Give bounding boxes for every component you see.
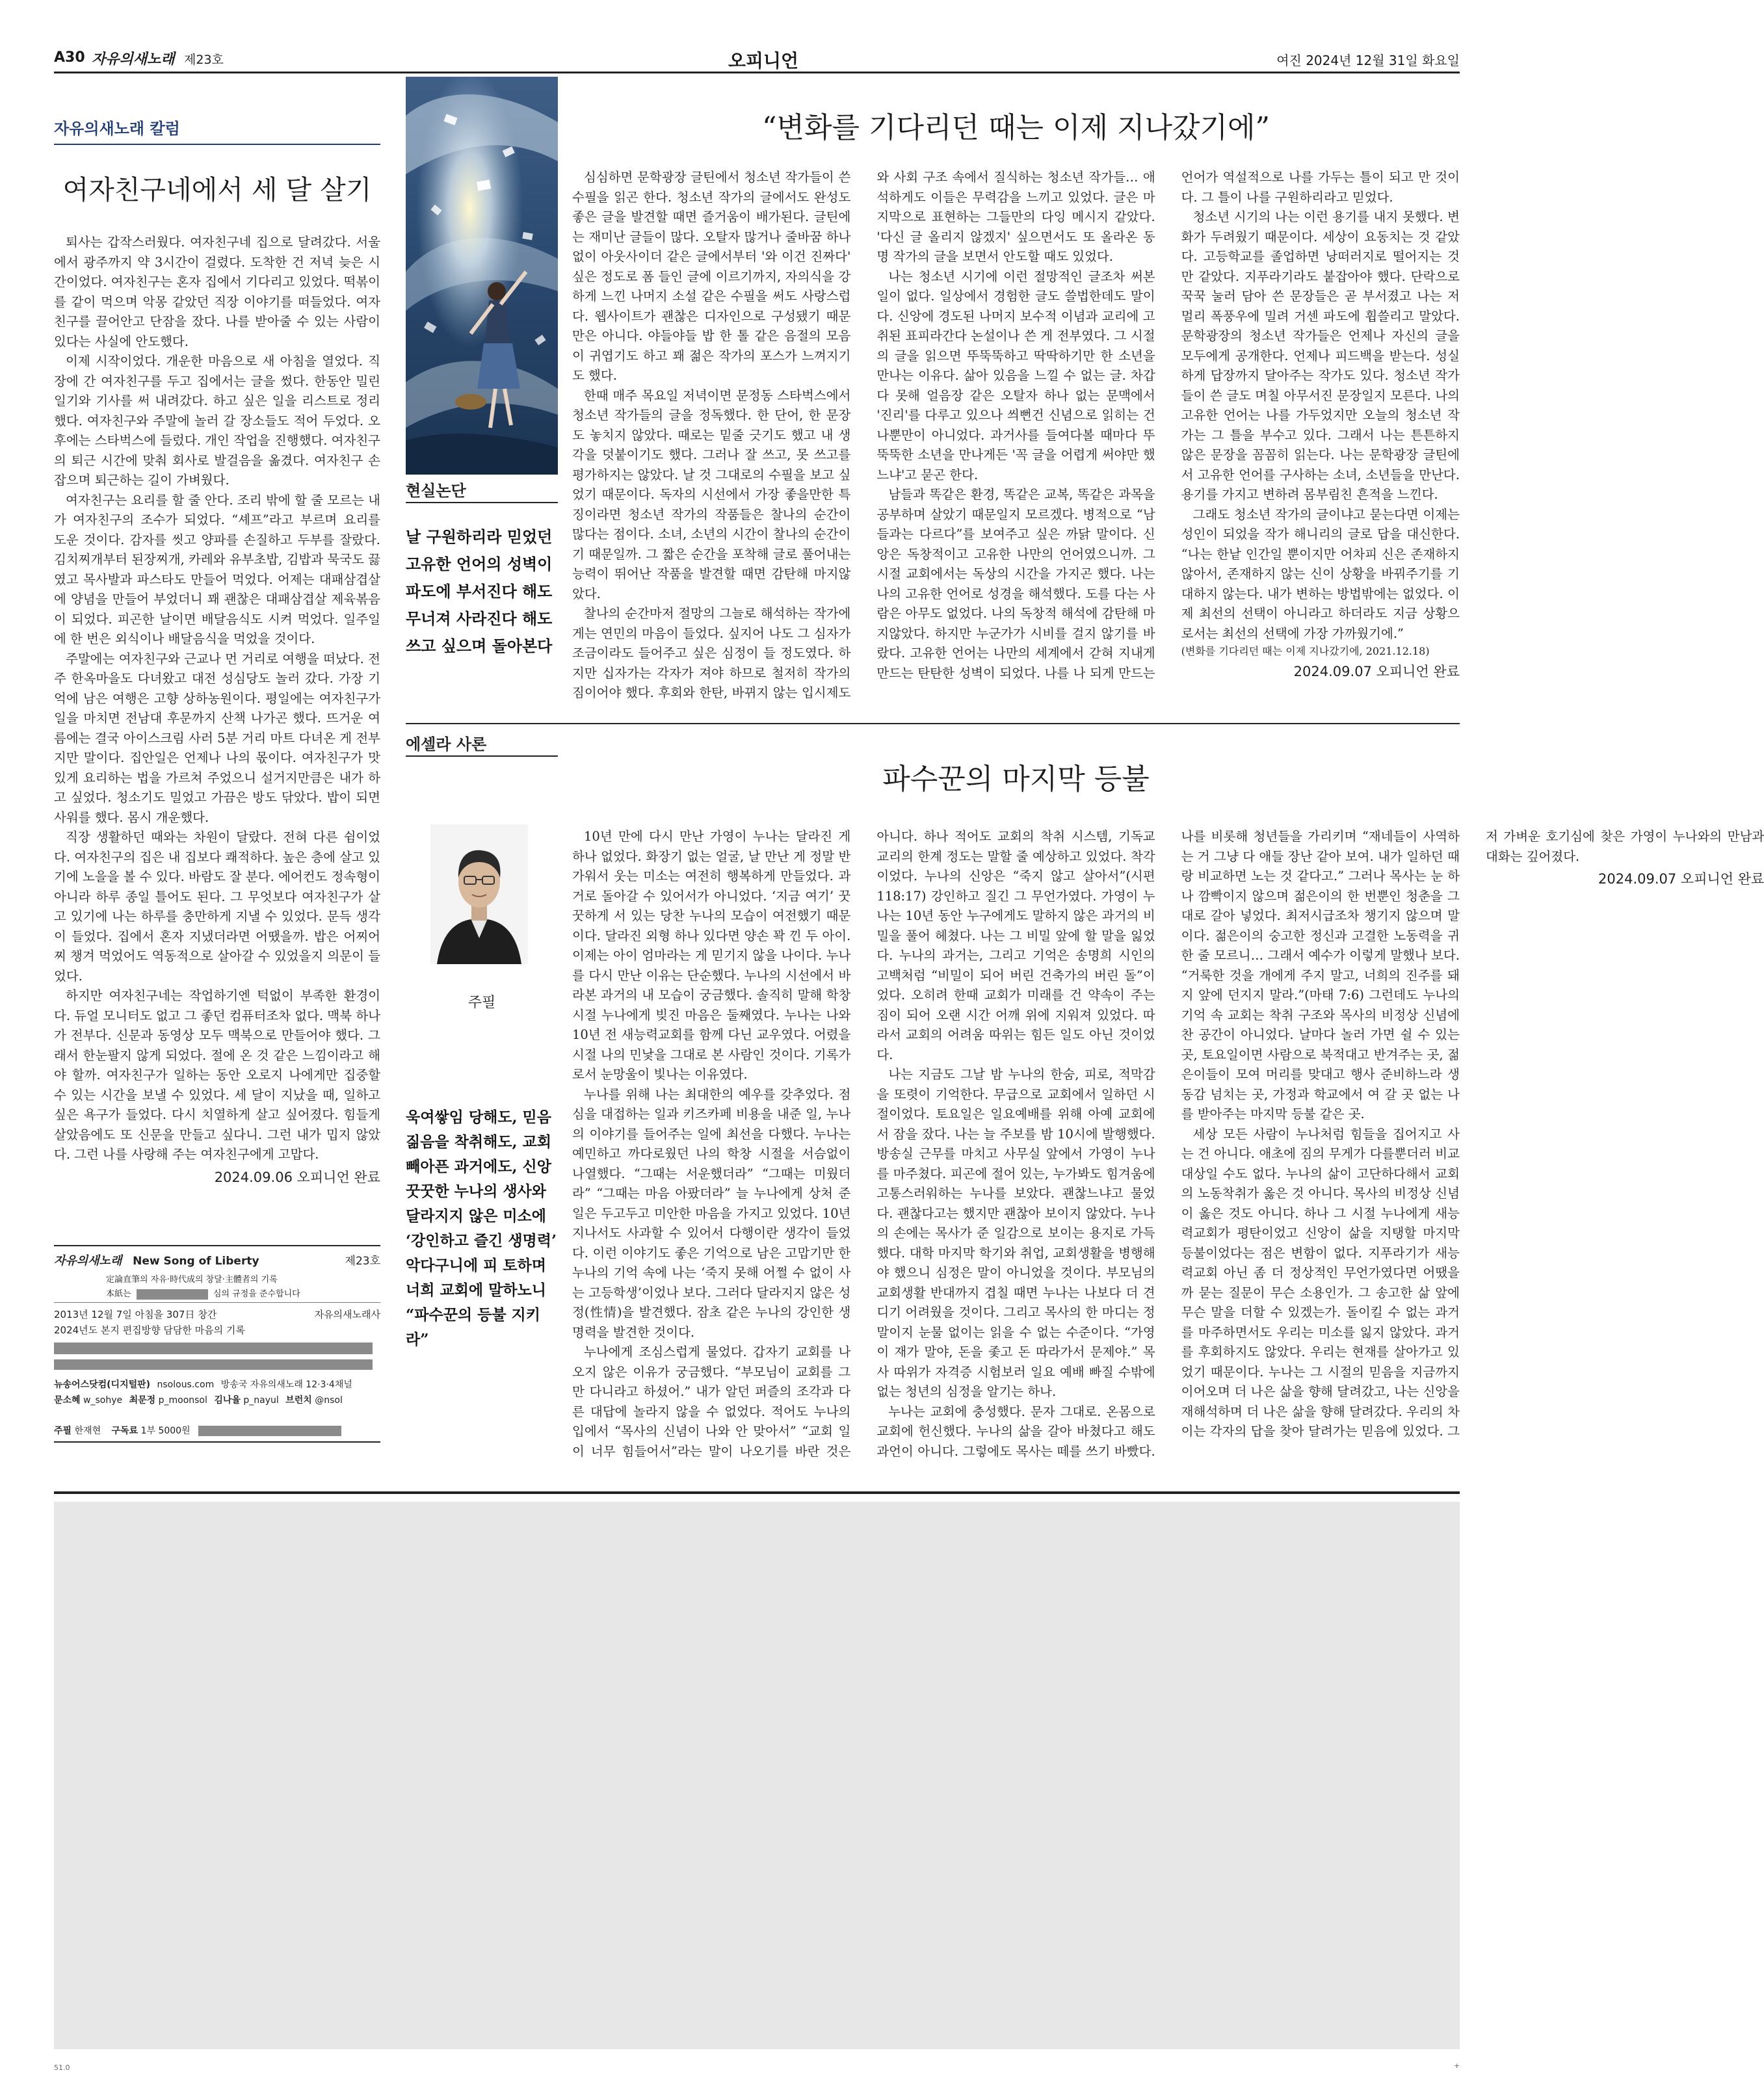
price-value: 1부 5000원 bbox=[140, 1426, 191, 1436]
paragraph: 하지만 여자친구네는 작업하기엔 턱없이 부족한 환경이다. 듀얼 모니터도 없고 그 좋던 컴퓨터조차 없다. 맥북 하나가 전부다. 신문과 동영상 모두 맥북으로 만들어야 했다. 그래서 한눈팔지 않게 되었다. 절에 온 것 같은 느낌이라고 해야 할까. 여자친구가 일하는 동안 오로지 나에게만 집중할 수 있는 시간을 보낼 수 있었다. 세 달이 지났을 때, 일하고 싶은 욕구가 들었다. 다시 치열하게 살고 싶어졌다. 힘들게 살았음에도 또 신문을 만들고 싶다니. 그런 내가 밉지 않았다. 그런 나를 사랑해 주는 여자친구에게 고맙다. bbox=[54, 988, 380, 1162]
masthead-motto-suffix: 심의 규정을 준수합니다 bbox=[213, 1289, 300, 1299]
staff-label: 브런치 bbox=[285, 1395, 312, 1406]
paragraph: 그래도 청소년 작가의 글이냐고 묻는다면 이제는 성인이 되었을 작가 해니리의 글로 답을 대신한다. “나는 한낱 인간일 뿐이지만 어차피 신은 존재하지 않아서, 존재하지 않는 신이 상황을 바꿔주기를 기대하지 않는다. 내가 변하는 방법밖에는 없었다. 이제 최선의 선택이 아니라고 하더라도 지금 상황으로서는 최선의 선택에 가장 가까웠기에.” bbox=[1181, 506, 1460, 641]
footer-left-mark: 51.0 bbox=[54, 2063, 70, 2072]
staff-label: 최문정 bbox=[129, 1395, 156, 1406]
masthead-rule-mid bbox=[54, 1302, 380, 1303]
paragraph: 세상 모든 사람이 누나처럼 힘들을 집어지고 사는 건 아니다. 애초에 짐의 무게가 다를뿐더러 비교 대상일 수도 없다. 누나의 삶이 고단하다해서 교회의 노동착취가 옳은 것 아니다. 목사의 비정상 신념이 옳은 것도 아니다. 하나 그 시절 누나에게 새능력교회가 평탄이었고 신앙이 삶을 지탱할 마지막 등불이었다는 점은 변함이 없다. 지푸라기가 새능력교회 아닌 좀 더 정상적인 무언가였다면 어땠을까 묻는 질문이 무슨 소용인가. 그 송고한 삶 앞에 무슨 말을 더할 수 있겠는가. 돌이킬 수 없는 과거를 마주하면서도 우리는 미소를 잃지 않았다. 과거를 후회하지도 않았다. 우리는 현재를 살아가고 있었기 때문이다. 누나는 그 시절의 믿음을 지금까지 이어오며 더 나은 삶을 향해 달려갔고, 나는 신앙을 재해석하며 더 나은 삶을 향해 달려갔다. 우리의 차이는 각자의 답을 찾아 달려가는 믿음에 있었다. 그저 가벼운 호기심에 찾은 가영이 누나와의 만남과 대화는 깊어졌다. bbox=[1181, 829, 1764, 1439]
editor-name: 한재현 bbox=[74, 1426, 101, 1436]
paragraph: 한때 매주 목요일 저녁이면 문정동 스타벅스에서 청소년 작가들의 글을 정독했다. 한 단어, 한 문장도 놓치지 않았다. 때로는 밑줄 긋기도 했고 내 생각을 덧붙이기도 했다. 그러나 잘 쓰고, 못 쓰고를 평가하지는 않았다. 날 것 그대로의 수필을 보고 싶었기 때문이다. 독자의 시선에서 가장 좋을만한 특징이라면 청소년 작가의 작품들은 찰나의 순간이 많다는 점이다. 소녀, 소년의 시간이 찰나의 순간이기 때문일까. 그 짧은 순간을 포착해 글로 풀어내는 능력이 뛰어난 작품을 발견할 때면 감탄해 마지않았다. bbox=[572, 387, 851, 601]
paragraph: 퇴사는 갑작스러웠다. 여자친구네 집으로 달려갔다. 서울에서 광주까지 약 3시간이 걸렸다. 도착한 건 저녁 늦은 시간이었다. 여자친구는 혼자 집에서 기다리고 있었다. 떡볶이를 같이 먹으며 악몽 같았던 직장 이야기를 떠들었다. 여자친구를 끌어안고 단잠을 잤다. 나를 받아줄 수 있는 사람이 있다는 사실에 안도했다. bbox=[54, 235, 380, 349]
redacted-block bbox=[54, 1343, 373, 1354]
masthead-box bbox=[54, 1245, 380, 1404]
paragraph: 주말에는 여자친구와 근교나 먼 거리로 여행을 떠났다. 전주 한옥마을도 다녀왔고 대전 성심당도 놀러 갔다. 가장 기억에 남은 여행은 고향 상하농원이다. 평일에는 여자친구가 일을 마치면 전남대 후문까지 산책 나가곤 했다. 뜨거운 여름에는 결국 아이스크림 사러 5분 거리 마트 다녀온 게 전부지만 말이다. 집안일은 언제나 나의 몫이다. 여자친구가 맛있게 요리하는 법을 가르쳐 주었으니 설거지만큼은 내가 하고 싶었다. 청소기도 밀었고 가끔은 방도 닦았다. 밥이 되면 사워를 했다. 몸시 개운했다. bbox=[54, 651, 380, 825]
issue-date: 여진 2024년 12월 31일 화요일 bbox=[1276, 53, 1460, 68]
column-kicker: 자유의새노래 칼럼 bbox=[54, 120, 180, 138]
essay-kicker-rule bbox=[406, 755, 558, 757]
staff-handle: w_sohye bbox=[83, 1395, 123, 1406]
paragraph: 누나는 교회에 충성했다. 문자 그대로. 온몸으로 교회에 헌신했다. 누나의 삶을 갈아 바쳤다고 해도 과언이 아니다. 그렇에도 목사는 떼를 쓰기 바빴다. 나를 비롯해 청년들을 가리키며 “재네들이 사역하는 거 그냥 다 애들 장난 같아 보여. 내가 일하던 때랑 비교하면 노는 것 같다고.” 그러나 목사는 눈 하나 깜빡이지 않으며 젊은이의 한 번뿐인 청춘을 그대로 갈아 넣었다. 최저시급조차 챙기지 않으며 말이다. 젊은이의 숭고한 정신과 고결한 노동력을 귀한 줄 모르니… 그래서 예수가 이렇게 말했나 보다. “거룩한 것을 개에게 주지 말고, 너희의 진주를 돼지 앞에 던지지 말라.”(마태 7:6) 그런데도 누나의 기억 속 교회는 착취 구조와 목사의 비정상 신념에 찬 공간이 아니었다. 날마다 놀러 가면 쉴 수 있는 곳, 토요일이면 사람으로 북적대고 반겨주는 곳, 젊은이들이 모여 머리를 맞대고 행사 준비하느라 생동감 넘치는 곳, 가정과 학교에서 여 갈 곳 없는 나를 받아주는 마지막 등불 같은 곳. bbox=[876, 829, 1460, 1459]
masthead-issue: 제23호 bbox=[345, 1255, 380, 1268]
reality-kicker: 현실논단 bbox=[406, 482, 466, 500]
staff-label: 김나율 bbox=[214, 1395, 241, 1406]
reality-body bbox=[572, 168, 1460, 715]
price-label: 구독료 bbox=[111, 1426, 138, 1436]
masthead-motto: 定論直筆의 자유·時代成의 창달·主體者의 기록 bbox=[106, 1275, 278, 1285]
columnist-portrait bbox=[430, 824, 528, 964]
page-number: A30 bbox=[54, 49, 85, 66]
editor-label: 주필 bbox=[54, 1426, 72, 1436]
staff-handle: p_nayul bbox=[243, 1395, 279, 1406]
paper-logo: 자유의새노래 bbox=[92, 51, 175, 68]
paragraph: 나는 청소년 시기에 이런 절망적인 글조차 써본 일이 없다. 일상에서 경험한 글도 쓸법한데도 말이다. 신앙에 경도된 나머지 보수적 이념과 교리에 고취된 표피라간다 논설이나 쓴 게 전부였다. 그 시절의 글을 읽으면 뚜뚝뚝하고 딱딱하기만 한 소년을 만나는 이유다. 삶아 있음을 느낄 수 없는 글. 차갑다 못해 얼음장 같은 오탈자 하나 없는 문맥에서 '진리'를 다루고 있으나 씌뻔건 신념으로 읽히는 건 나뿐만이 아니었다. 과거사를 들여다볼 때마다 뚜뚝뚝한 소년을 만나게든 '꼭 글을 어렵게 써야만 했느냐'고 묻곤 한다. bbox=[876, 269, 1155, 482]
reality-kicker-rule bbox=[406, 502, 558, 503]
ad-top-rule bbox=[54, 1491, 1460, 1494]
page-header bbox=[54, 47, 1460, 72]
wave-illustration bbox=[406, 77, 558, 475]
redacted-block bbox=[54, 1359, 373, 1370]
paragraph: 누나에게 조심스럽게 물었다. 갑자기 교회를 나오지 않은 이유가 궁금했다. “부모님이 교회를 그만 다니라고 하셨어.” 내가 알던 퍼즐의 조각과 다른 대답에 놀라지 않을 수 없었다. 적어도 누나의 입에서 “목사의 신념이 나와 안 맞아서” “교회 일이 너무 힘들어서”라는 말이 나오기를 바란 것은 아니다. 하나 적어도 교회의 착취 시스템, 기독교 교리의 한계 정도는 말할 줄 예상하고 있었다. 착각이었다. 누나의 신앙은 “죽지 않고 살아서”(시편 118:17) 강인하고 질긴 그 무언가였다. 가영이 누나는 10년 동안 누구에게도 말하지 않은 과거의 비밀을 풀어 헤쳤다. 나는 그 비밀 앞에 할 말을 잃었다. 누나의 과거는, 그리고 기억은 송명희 시인의 고백처럼 “비밀이 되어 버린 건축가의 버린 돌”이었다. 오히려 한때 교회가 미래를 건 약속이 주는 짐이 되어 오랜 시간 어깨 위에 지워져 있었다. 따라서 교회의 어려움 따위는 힘든 일도 아닌 것이었다. bbox=[572, 829, 1155, 1459]
masthead-rule-bottom bbox=[54, 1441, 380, 1443]
masthead-website: nsolous.com bbox=[157, 1380, 215, 1390]
column-signature: 2024.09.06 오피니언 완료 bbox=[214, 1169, 380, 1185]
paragraph: 심심하면 문학광장 글틴에서 청소년 작가들이 쓴 수필을 읽곤 한다. 청소년 작가의 글에서도 완성도 좋은 글을 발견할 때면 즐거움이 배가된다. 글틴에는 재미난 글들이 많다. 오탈자 많거나 줄바꿈 하나 없이 아웃사이더 같은 글에서부터 '와 이건 진짜다' 싶은 정도로 폼 들인 글에 이르기까지, 자의식을 강하게 느낀 나머지 소설 같은 수필을 써도 사랑스럽다. 웹사이트가 괜찮은 디자인으로 구성됐기 때문만은 아니다. 야들야들 밥 한 톨 같은 음절의 모음이 귀엽기도 하고 꽤 젊은 작가의 포스가 느껴지기도 했다. bbox=[572, 170, 851, 383]
paragraph: 남들과 똑같은 환경, 똑같은 교복, 똑같은 과목을 공부하며 살았기 때문일지 모르겠다. 병적으로 “남들과는 다르다”를 보여주고 싶은 까닭 말이다. 신앙은 독창적이고 고유한 나만의 언어였으니까. 그 시절 교회에서는 독상의 시간을 가지곤 했다. 나는 나의 고유한 언어로 성경을 해석했다. 도를 다는 사람은 아무도 없었다. 나의 독창적 해석에 감탄해 마지않았다. 하지만 누군가가 시비를 걸지 않기를 바랐다. 고유한 언어는 나만의 세계에서 갇혀 지내게 만드는 탄탄한 성벽이 되었다. 나를 나 되게 만드는 언어가 역설적으로 나를 가두는 틀이 되고 만 것이다. 그 틀이 나를 구원하리라고 믿었다. bbox=[876, 170, 1460, 681]
header-rule bbox=[54, 72, 1460, 73]
paragraph: 청소년 시기의 나는 이런 용기를 내지 못했다. 변화가 두려웠기 때문이다. 세상이 요동치는 것 같았다. 고등학교를 졸업하면 낭떠러지로 떨어지는 것만 같았다. 지푸라기라도 붙잡아야 했다. 단락으로 꾹꾹 눌러 담아 쓴 문장들은 곧 부서졌고 나는 저 멀리 폭풍우에 밀려 거센 파도에 휩쓸리고 말았다. 문학광장의 청소년 작가들은 언제나 자신의 글을 모두에게 공개한다. 언제나 피드백을 받는다. 성실하게 답장까지 달아주는 작가도 있다. 청소년 작가들이 쓴 글도 며칠 아무서진 문장일지 모른다. 나의 고유한 언어는 나를 가두었지만 오늘의 청소년 작가는 그 틀을 부수고 있다. 그래서 나는 튼튼하지 않은 문장을 꼼꼼히 읽는다. 나는 문학광장 글틴에서 고유한 언어를 구사하는 소녀, 소년들을 만난다. 용기를 가지고 변하려 몸부림친 흔적을 느낀다. bbox=[1181, 209, 1460, 502]
columnist-photo bbox=[430, 824, 528, 964]
paragraph: 10년 만에 다시 만난 가영이 누나는 달라진 게 하나 없었다. 화장기 없는 얼굴, 날 만난 게 정말 반가워서 웃는 미소는 여전히 행복하게 만들었다. 과거로 돌아갈 수 있어서가 아니었다. ‘지금 여기’ 꿋꿋하게 서 있는 당찬 누나의 모습이 여전했기 때문이다. 달라진 외형 하나 있다면 양손 꽉 낀 두 아이. 이제는 아이 엄마라는 게 믿기지 않을 나이다. 누나를 다시 만난 이유는 단순했다. 누나의 시선에서 바라본 과거의 내 모습이 궁금했다. 솔직히 말해 학창 시절 누나에게 빚진 마음은 둘째였다. 누나는 나와 10년 전 새능력교회를 함께 다닌 교우였다. 어렸을 시절 나의 민낯을 그대로 본 사람인 것이다. 기록가로서 눈망울이 빛나는 이유였다. bbox=[572, 829, 851, 1082]
reality-illustration bbox=[406, 77, 558, 475]
column-title: 여자친구네에서 세 달 살기 bbox=[62, 174, 372, 205]
masthead-broadcast: 방송국 자유의새노래 12·3·4채널 bbox=[220, 1380, 352, 1390]
staff-label: 문소혜 bbox=[54, 1395, 81, 1406]
paragraph: 누나를 위해 나는 최대한의 예우를 갖추었다. 점심을 대접하는 일과 키즈카페 비용을 내준 일, 누나의 이야기를 들어주는 일에 최선을 다했다. 누나는 예민하고 까다로웠던 나의 학창 시절을 서슴없이 나열했다. “그때는 서운했더라” “그때는 미웠더라” “그때는 마음 아팠더라” 늘 누나에게 상처 준 일은 두고두고 미안한 마음을 가지고 있었다. 10년 지나서도 사과할 수 있어서 다행이란 생각이 들었다. 이런 이야기도 좋은 기억으로 남은 고맙기만 한 누나의 기억 속에 나는 ‘죽지 못해 어쩔 수 없이 사는 고등학생’이었나 보다. 그러다 달라지지 않은 성정(性情)을 발견했다. 잠초 같은 누나의 강인한 생명력을 발견한 것이다. bbox=[572, 1086, 851, 1340]
masthead-motto-prefix: 本紙는 bbox=[106, 1289, 131, 1299]
kicker-rule bbox=[54, 144, 380, 145]
paragraph: 여자친구는 요리를 할 줄 안다. 조리 밖에 할 줄 모르는 내가 여자친구의 조수가 되었다. “셰프”라고 부르며 요리를 도운 것이다. 감자를 씻고 양파를 손질하고 두부를 잘랐다. 김치찌개부터 된장찌개, 카레와 유부초밥, 김밥과 묵국도 끓였고 목사발과 파스타도 만들어 먹었다. 어제는 대패삼겹살에 양념을 만들어 부었더니 꽤 괜찮은 대패삼겹살 제육볶음이 되었다. 피곤한 날이면 배달음식도 시켜 먹었다. 일주일에 한 번은 외식이나 배달음식을 먹었을 것이다. bbox=[54, 492, 380, 646]
essay-body bbox=[572, 827, 1764, 1477]
paragraph: 이제 시작이었다. 개운한 마음으로 새 아침을 열었다. 직장에 간 여자친구를 두고 집에서는 글을 썼다. 한동안 밀린 일기와 기사를 써 내려갔다. 하고 싶은 일을 리스트로 정리했다. 여자친구와 주말에 놀러 갈 장소들도 적어 두었다. 오후에는 스타벅스에 들렀다. 개인 작업을 진행했다. 여자친구의 퇴근 시간에 맞춰 회사로 발걸음을 옮겼다. 여자친구 손잡으며 퇴근하는 길이 가벼웠다. bbox=[54, 354, 380, 488]
essay-signature: 2024.09.07 오피니언 완료 bbox=[1598, 871, 1764, 887]
reality-signature: 2024.09.07 오피니언 완료 bbox=[1293, 664, 1460, 679]
masthead-logo: 자유의새노래 bbox=[54, 1254, 122, 1268]
masthead-policy: 2024년도 본지 편집방향 담담한 마음의 기록 bbox=[54, 1324, 245, 1336]
masthead-publisher: 자유의새노래사 bbox=[314, 1309, 380, 1320]
redacted-block bbox=[137, 1289, 208, 1300]
reality-pull-quote: 날 구원하리라 믿었던 고유한 언어의 성벽이 파도에 부서진다 해도 무너져 사라진다 해도 쓰고 싶으며 돌아본다 bbox=[406, 527, 553, 655]
essay-kicker: 에셀라 사론 bbox=[406, 735, 487, 753]
redacted-block bbox=[198, 1426, 341, 1436]
masthead-newsroom: 뉴송어스닷컴(디지털판) bbox=[54, 1380, 151, 1390]
column-opinion bbox=[54, 116, 380, 1187]
essay-pull-quote: 욱여쌓임 당해도, 믿음 짊음을 착취해도, 교회 빼아픈 과거에도, 신앙 꿋꿋한 누나의 생사와 달라지지 않은 미소에 ‘강인하고 즐긴 생명력’ 악다구니에 피 토하며 너희 교회에 말하노니 “파수꾼의 등불 지키라” bbox=[406, 1108, 557, 1348]
photo-caption: 주필 bbox=[467, 995, 496, 1011]
issue-number: 제23호 bbox=[184, 53, 224, 67]
staff-handle: @nsol bbox=[315, 1395, 343, 1406]
section-divider bbox=[406, 723, 1460, 724]
essay-title: 파수꾼의 마지막 등불 bbox=[882, 763, 1150, 796]
ad-space bbox=[54, 1502, 1460, 2049]
reality-citation: (변화를 기다리던 때는 이제 지나갔기에, 2021.12.18) bbox=[1181, 645, 1430, 657]
paragraph: 직장 생활하던 때와는 차원이 달랐다. 전혀 다른 쉼이었다. 여자친구의 집은 내 집보다 쾌적하다. 높은 층에 살고 있기에 노을을 볼 수 있다. 바람도 잘 분다. 에어컨도 정속형이 아니라 하루 종일 틀어도 된다. 그 무엇보다 여자친구가 살고 있기에 나는 하루를 충만하게 지낼 수 있었다. 문득 생각이 들었다. 집에서 혼자 지냈더라면 어땠을까. 밥은 어찌어찌 챙겨 먹었어도 역동적으로 살아갈 수 있었을지 의문이 들었다. bbox=[54, 830, 380, 984]
paragraph: 찰나의 순간마저 절망의 그늘로 해석하는 작가에게는 연민의 마음이 들었다. 싶지어 나도 그 심자가 조금이라도 들어주고 싶은 심정이 들 정도였다. 하지만 십자가는 각자가 져야 하므로 철저히 작가의 짐이어야 했다. 후회와 한탄, 바뀌지 않는 입시제도와 사회 구조 속에서 질식하는 청소년 작가들… 애석하게도 이들은 무력감을 느끼고 있었다. 글은 마지막으로 표현하는 그들만의 다잉 메시지 같았다. '다신 글 올리지 않겠지' 싶으면서도 또 올라온 동명 작가의 글을 보면서 안도할 때도 있었다. bbox=[572, 170, 1155, 700]
column-body bbox=[54, 233, 380, 1187]
staff-handle: p_moonsol bbox=[158, 1395, 207, 1406]
footer-right-mark: + bbox=[1454, 2062, 1460, 2070]
reality-title: “변화를 기다리던 때는 이제 지나갔기에” bbox=[762, 111, 1270, 144]
paragraph: 나는 지금도 그날 밤 누나의 한숨, 피로, 적막감을 또렷이 기억한다. 무급으로 교회에서 일하던 시절이었다. 토요일은 일요예배를 위해 아예 교회에서 잠을 잤다. 나는 늘 주보를 밤 10시에 발행했다. 방송실 근무를 마치고 사무실 앞에서 가영이 누나를 마주쳤다. 피곤에 절어 있는, 누가봐도 힘겨움에 고통스러워하는 누나를 보았다. 괜찮느냐고 물었다. 괜찮다고는 했지만 괜찮아 보이지 않았다. 누나의 손에는 목사가 준 일감으로 보이는 용지로 가득했다. 대학 마지막 학기와 취업, 교회생활을 병행해야 했으니 심정은 말이 아니었을 것이다. 부모님의 교회생활 반대까지 겹칠 때면 누나는 나보다 더 견디기 어려웠을 것이다. 그리고 목사의 한 마디는 정말이지 눈물 없이는 읽을 수 없는 수준이다. “가영이 재가 말야, 돈을 좇고 돈 따라가서 문제야.” 목사 따위가 자격증 시험보러 일요 예배 빠질 수밖에 없는 청년의 심정을 알기는 하나. bbox=[876, 1067, 1155, 1399]
section-title: 오피니언 bbox=[728, 50, 799, 72]
masthead-founded: 2013년 12월 7일 아침을 307日 창간 bbox=[54, 1309, 217, 1320]
masthead-english: New Song of Liberty bbox=[133, 1255, 259, 1268]
masthead-editor-row bbox=[54, 1424, 380, 1437]
masthead-rule-top bbox=[54, 1245, 380, 1246]
